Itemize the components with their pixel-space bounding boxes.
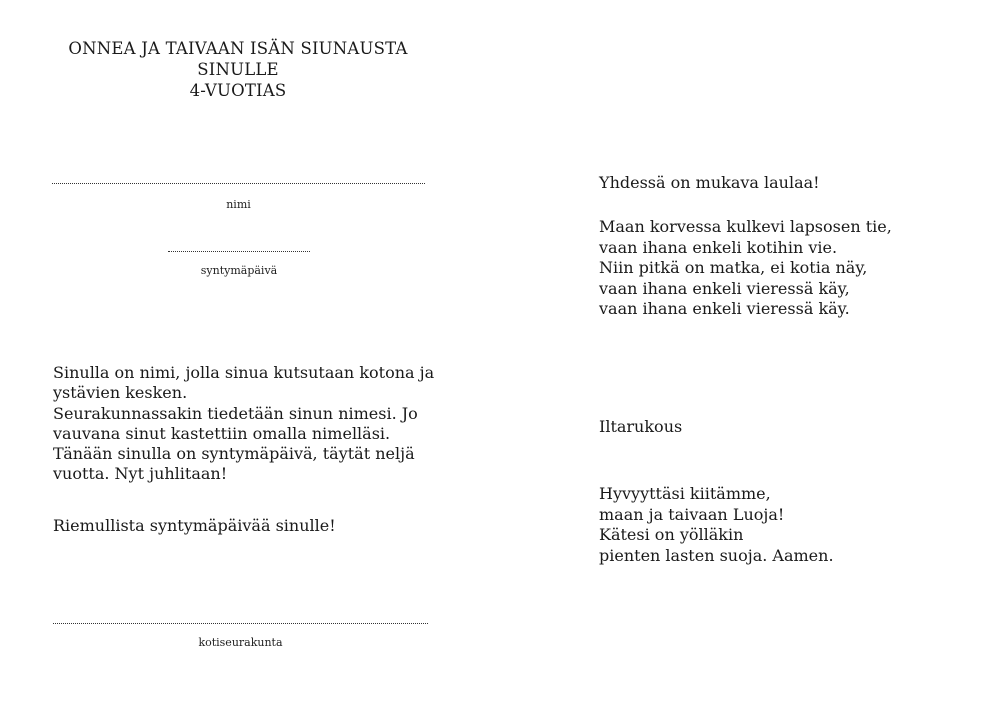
left-page <box>0 0 496 709</box>
page-title <box>50 38 426 101</box>
prayer-line: maan ja taivaan Luoja! <box>599 504 785 524</box>
birthday-dotted-line[interactable] <box>168 251 310 252</box>
body-line: ystävien kesken. <box>53 383 188 403</box>
song-lyrics <box>599 217 892 320</box>
birthday-caption: syntymäpäivä <box>200 264 278 277</box>
name-dotted-line[interactable] <box>52 183 425 184</box>
name-caption: nimi <box>226 198 251 211</box>
title-line: 4-VUOTIAS <box>189 81 287 100</box>
song-title: Yhdessä on mukava laulaa! <box>599 173 820 192</box>
song-line: vaan ihana enkeli vieressä käy. <box>599 299 850 318</box>
prayer-title: Iltarukous <box>599 417 683 436</box>
parish-dotted-line[interactable] <box>53 623 428 624</box>
body-line: vauvana sinut kastettiin omalla nimelläsi. <box>53 423 391 443</box>
song-line: vaan ihana enkeli kotihin vie. <box>599 237 838 257</box>
body-line: Seurakunnassakin tiedetään sinun nimesi. Jo <box>53 403 418 423</box>
body-line: Tänään sinulla on syntymäpäivä, täytät neljä <box>53 444 415 464</box>
body-line: vuotta. Nyt juhlitaan! <box>53 464 228 484</box>
prayer-line: pienten lasten suoja. Aamen. <box>599 545 834 565</box>
song-line: Niin pitkä on matka, ei kotia näy, <box>599 258 868 277</box>
name-field[interactable] <box>52 183 425 211</box>
song-line: Maan korvessa kulkevi lapsosen tie, <box>599 217 892 236</box>
title-line: ONNEA JA TAIVAAN ISÄN SIUNAUSTA <box>68 39 408 58</box>
parish-caption: kotiseurakunta <box>198 636 283 649</box>
birthday-field[interactable] <box>168 251 310 277</box>
right-page <box>496 0 993 709</box>
title-line: SINULLE <box>197 60 279 79</box>
prayer-text <box>599 484 834 566</box>
birthday-wish: Riemullista syntymäpäivää sinulle! <box>53 516 336 535</box>
prayer-line: Kätesi on yölläkin <box>599 525 744 544</box>
prayer-line: Hyvyyttäsi kiitämme, <box>599 484 771 503</box>
parish-field[interactable] <box>53 623 428 649</box>
intro-paragraph <box>53 363 441 485</box>
body-line: Sinulla on nimi, jolla sinua kutsutaan kotona ja <box>53 363 435 382</box>
song-line: vaan ihana enkeli vieressä käy, <box>599 278 850 298</box>
